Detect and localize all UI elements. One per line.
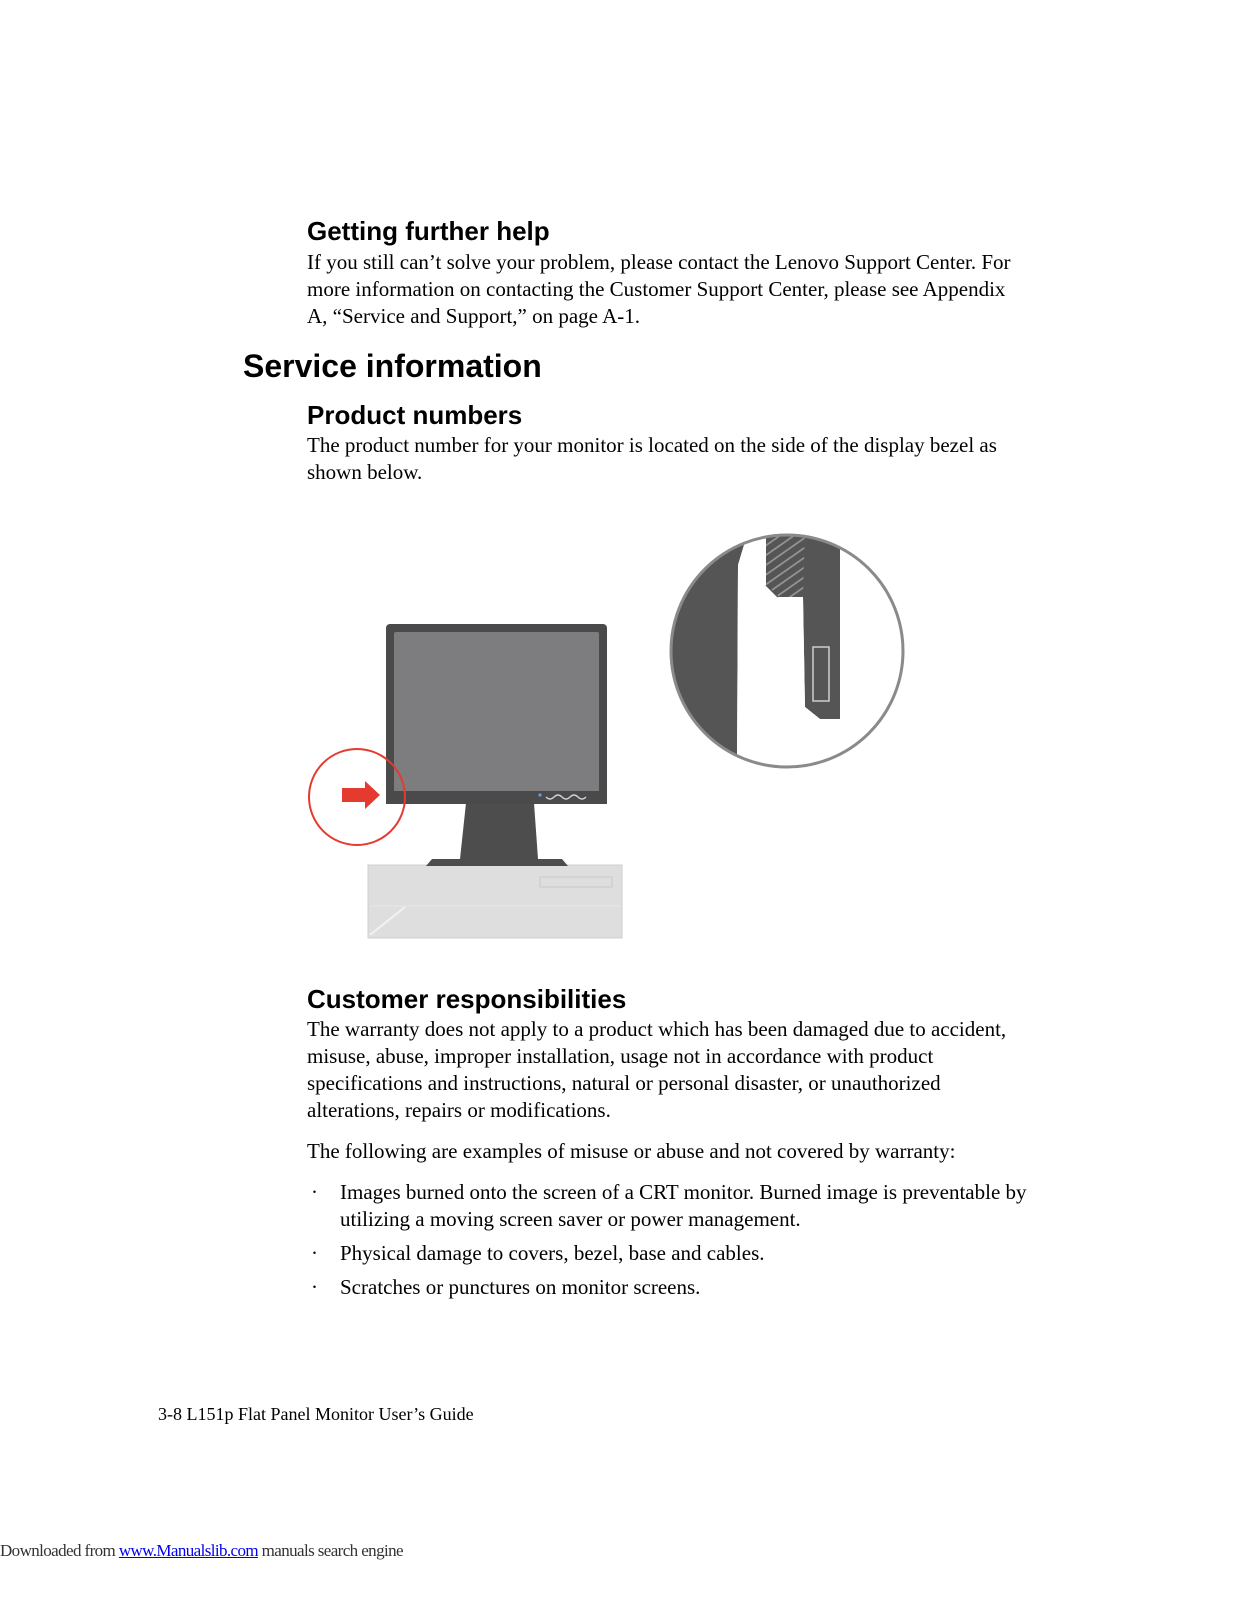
manualslib-link[interactable]: www.Manualslib.com — [118, 1541, 259, 1560]
text-line: utilizing a moving screen saver or power management. — [340, 1207, 801, 1231]
list-item — [307, 1274, 1137, 1301]
paragraph-product-numbers — [307, 432, 997, 486]
paragraph-misuse-intro — [307, 1138, 955, 1165]
monitor — [386, 624, 607, 804]
list-item — [307, 1240, 1137, 1267]
text-line: Physical damage to covers, bezel, base and cables. — [340, 1241, 765, 1265]
monitor-product-number-illustration — [300, 525, 920, 945]
text-line: The following are examples of misuse or abuse and not covered by warranty: — [307, 1139, 956, 1163]
magnified-side-bezel — [660, 525, 903, 767]
text-line: The warranty does not apply to a product which has been damaged due to accident, — [307, 1017, 1007, 1041]
monitor-stand — [426, 803, 568, 866]
text-line: If you still can’t solve your problem, please contact the Lenovo Support Center. For — [307, 250, 1011, 274]
bullet-dot: · — [311, 1180, 318, 1204]
download-prefix: Downloaded from — [0, 1541, 119, 1560]
page-footer: 3-8 L151p Flat Panel Monitor User’s Guide — [158, 1404, 474, 1424]
text-line: The product number for your monitor is located on the side of the display bezel as — [307, 433, 997, 457]
text-line: specifications and instructions, natural or personal disaster, or unauthorized — [307, 1071, 941, 1095]
heading-product-numbers: Product numbers — [307, 400, 523, 430]
text-line: Images burned onto the screen of a CRT monitor. Burned image is preventable by — [340, 1180, 1027, 1204]
text-line: A, “Service and Support,” on page A-1. — [307, 304, 640, 328]
text-line: alterations, repairs or modifications. — [307, 1098, 611, 1122]
bullet-dot: · — [311, 1275, 318, 1299]
bullet-dot: · — [311, 1241, 318, 1265]
paragraph-warranty — [307, 1016, 1006, 1124]
heading-getting-further-help: Getting further help — [307, 216, 550, 246]
arrow-right-icon — [342, 781, 380, 809]
heading-service-information: Service information — [243, 348, 542, 384]
list-item — [307, 1179, 1137, 1233]
misuse-examples-list — [307, 1179, 1137, 1308]
text-line: shown below. — [307, 460, 423, 484]
heading-customer-responsibilities: Customer responsibilities — [307, 984, 627, 1014]
download-suffix: manuals search engine — [258, 1541, 403, 1560]
download-banner — [0, 1541, 403, 1561]
text-line: more information on contacting the Customer Support Center, please see Appendix — [307, 277, 1006, 301]
paragraph-further-help — [307, 249, 1011, 330]
text-line: misuse, abuse, improper installation, usage not in accordance with product — [307, 1044, 934, 1068]
desktop-unit — [368, 865, 622, 938]
text-line: Scratches or punctures on monitor screens. — [340, 1275, 701, 1299]
